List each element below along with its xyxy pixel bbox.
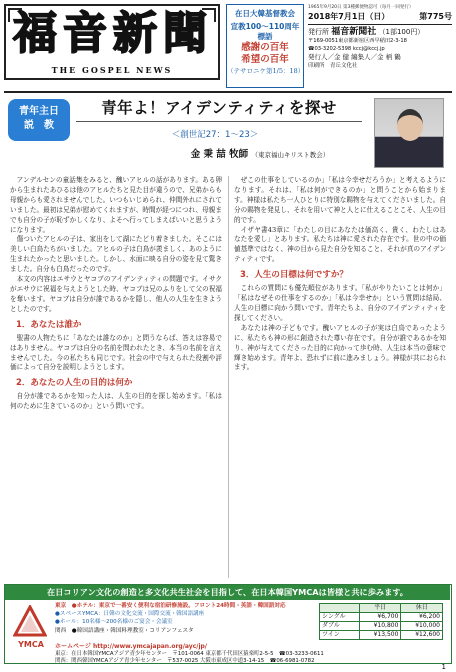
logo-char: 福 xyxy=(13,8,57,59)
scripture-reference: ＜創世記27：1〜23＞ xyxy=(171,130,259,140)
article-paragraph: イザヤ書43章に「わたしの目にあなたは価高く、貴く、わたしはあなたを愛し」とあります。私たちは神に愛された存在です。世の中の価値基準ではなく、神の目から見た自分を知ること、それが真のアイデンティティです。 xyxy=(234,225,446,264)
author-name: 金 秉 喆 牧師 xyxy=(190,149,249,160)
printer-line: 印刷所 青丘文化社 xyxy=(308,63,358,69)
author-photo-face xyxy=(397,109,423,141)
table-row xyxy=(320,631,443,640)
article-paragraph: 聖書の人物たちに「あなたは誰なのか」と問うならば、答えは容易ではありません。ヤコブは自分の名前を問われたとき、本当の名前を言えませんでした。今の私たちも同じです。社会の中で与えられた役割や評価によって自分を説明しようとします。 xyxy=(10,333,222,372)
publisher-name: 福音新聞社 xyxy=(331,27,377,37)
ad-contact-kansai: 関西：関西韓国YMCAアジア青少年センター 〒537-0025 大阪市東成区中道3-14-15 ☎06-6981-0782 xyxy=(55,658,315,664)
article-paragraph: これらの質問にも優先順位があります。「私がやりたいことは何か」「私はなぜその仕事をするのか」「私は今幸せか」という質問は結局、人生の目標に向かう問いです。青年たちよ、自分のアイデンティティを探してください。 xyxy=(234,284,446,322)
logo-char: 音 xyxy=(63,8,107,59)
motto-box xyxy=(226,4,304,88)
article-paragraph: 本文の内容はエサウとヤコブのアイデンティティの問題です。イサクがエサウに祝福を与えようとした時、ヤコブは兄のふりをして父の祝福を奪います。ヤコブは自分が誰であるかを隠し、他人の人生を生きようとしたのです。 xyxy=(10,275,222,313)
ad-body xyxy=(55,602,309,635)
table-row xyxy=(320,613,443,622)
badge-line-2: 説 教 xyxy=(24,120,54,131)
article-author xyxy=(150,146,370,160)
masthead xyxy=(4,4,452,90)
publisher-label: 発行所 xyxy=(308,28,329,36)
logo-english-title: THE GOSPEL NEWS xyxy=(51,65,173,75)
motto-label: 標語 xyxy=(257,32,273,41)
author-photo xyxy=(374,98,444,168)
section-heading-3: 3．人生の目標は何ですか？ xyxy=(240,270,348,281)
ymca-website-link[interactable]: ホームページ http://www.ymcajapan.org/ayc/jp/ xyxy=(55,643,207,650)
table-row xyxy=(320,622,443,631)
weekday-price: ¥6,700 xyxy=(359,613,401,622)
issue-info xyxy=(308,4,452,90)
table-header: 休日 xyxy=(401,604,443,613)
article-column-right xyxy=(234,176,446,373)
ad-contact-tokyo: 東京：在日本韓国YMCAアジア青少年センター 〒101-0064 東京都千代田区猿楽町2-5-5 ☎03-3233-0611 xyxy=(55,650,324,657)
editor-line: 発行人／金 健 編集人／金 柄 鶴 xyxy=(308,53,401,61)
motto-anniversary: 宣教100〜110周年 xyxy=(230,22,300,31)
ad-line: ●スペースYMCA：日韓の文化交流・国際交流・韓国語講座 xyxy=(55,611,205,618)
ymca-logo-text: YMCA xyxy=(18,640,44,649)
ad-footer xyxy=(55,643,447,666)
page-number: 1 xyxy=(441,663,446,671)
article-headline: 青年よ！アイデンティティを探せ xyxy=(101,98,337,117)
publisher-address: 〒169-0051東京都新宿区西早稲田2-3-18 xyxy=(308,38,407,44)
section-heading-1: 1．あなたは誰か xyxy=(16,319,82,330)
badge-line-1: 青年主日 xyxy=(19,106,59,117)
article-column-left xyxy=(10,176,222,412)
author-church: （東京福山キリスト教会） xyxy=(251,151,330,159)
sermon-badge xyxy=(8,99,70,141)
table-header-row xyxy=(320,604,443,613)
logo-title xyxy=(10,8,210,60)
motto-organization: 在日大韓基督教会 xyxy=(235,9,295,18)
registration-line: 1965年9月20日 第3種郵便物認可（毎月一回発行） xyxy=(308,5,414,10)
ad-line: 東京 ●ホテル：東京で一番安く便利な宿泊研修施設。フロント24時間・英語・韓国語対応 xyxy=(55,603,286,609)
issue-date: 2018年7月1日（日） xyxy=(308,12,390,21)
room-type: ダブル xyxy=(320,622,360,631)
holiday-price: ¥10,000 xyxy=(401,622,443,631)
article-paragraph: ぜこの仕事をしているのか」「私は今幸せだろうか」と考えるようになります。それは、「私は何ができるのか」と問うことから始まります。神様は私たち一人ひとりに特別な賜物を与えてくださいました。自分の賜物を発見し、それを用いて神と人とに仕えることこそ、人生の目的です。 xyxy=(234,176,446,224)
article-paragraph: アンデルセンの童話集をみると、醜いアヒルの話があります。ある卵から生まれたあひるは他のアヒルたちと見た目が違うので、兄弟からも母親からも愛されませんでした。いつもいじめられ、仲間外れにされていました。最初は兄弟が慰めてくれますが、時間が経つにつれ、母親までも自分の子が恥ずかしくなり、よそへ行ってしまえばいいと思うようになります。 xyxy=(10,176,222,234)
weekday-price: ¥10,800 xyxy=(359,622,401,631)
issue-number: 第775号 xyxy=(419,12,452,21)
headline-underline xyxy=(76,121,362,122)
ad-line: ●ホール：10名様〜200名様のご宴会・会議室 xyxy=(55,619,173,626)
motto-line-1: 感謝の百年 xyxy=(241,42,289,53)
issue-price: （1部100円） xyxy=(378,28,425,36)
publisher-contact[interactable]: ☎03-3202-5398 kccj@kccj.jp xyxy=(308,45,385,52)
ymca-advertisement xyxy=(4,584,452,664)
article-paragraph: 自分が誰であるかを知った人は、人生の目的を探し始めます。「私は何のために生きているのか」という問いです。 xyxy=(10,392,222,411)
weekday-price: ¥13,500 xyxy=(359,631,401,640)
room-price-table xyxy=(319,603,443,640)
issue-date-line xyxy=(308,11,452,25)
column-divider xyxy=(228,176,229,578)
motto-theme: （テサロニケ第1/5：18） xyxy=(227,67,305,75)
newspaper-logo xyxy=(4,4,220,80)
table-header xyxy=(320,604,360,613)
room-type: ツイン xyxy=(320,631,360,640)
logo-char: 聞 xyxy=(163,8,207,59)
ad-title: 在日コリアン文化の創造と多文化共生社会を目指して、在日本韓国YMCAは皆様と共に歩みます。 xyxy=(5,585,450,600)
ymca-triangle-icon xyxy=(13,605,47,639)
holiday-price: ¥6,200 xyxy=(401,613,443,622)
holiday-price: ¥12,600 xyxy=(401,631,443,640)
room-type: シングル xyxy=(320,613,360,622)
ad-line: 関西 ●韓国語講座・韓国料理教室・コリアンフェスタ xyxy=(55,627,194,634)
article-paragraph: あなたは神の子どもです。醜いアヒルの子が実は白鳥であったように、私たちも神の形に創造された尊い存在です。自分が誰であるかを知り、神が与えてくださった目的に向かって歩む時、人生は本当の意味で輝き始めます。青年よ、恐れずに前に進みましょう。神様が共におられます。 xyxy=(234,323,446,372)
section-heading-2: 2．あなたの人生の目的は何か xyxy=(16,378,133,389)
publisher-line xyxy=(308,27,452,38)
masthead-divider xyxy=(4,91,452,93)
motto-line-2: 希望の百年 xyxy=(241,54,289,65)
article-paragraph: 傷ついたアヒルの子は、家出をして湖にたどり着きました。そこには美しい白鳥たちがいました。アヒルの子は白鳥が羨ましく、あのように生まれたかったと思いました。しかし、水面に映る自分の姿を見て驚きました。自分も白鳥だったのです。 xyxy=(10,235,222,274)
table-header: 平日 xyxy=(359,604,401,613)
logo-char: 新 xyxy=(113,8,157,59)
